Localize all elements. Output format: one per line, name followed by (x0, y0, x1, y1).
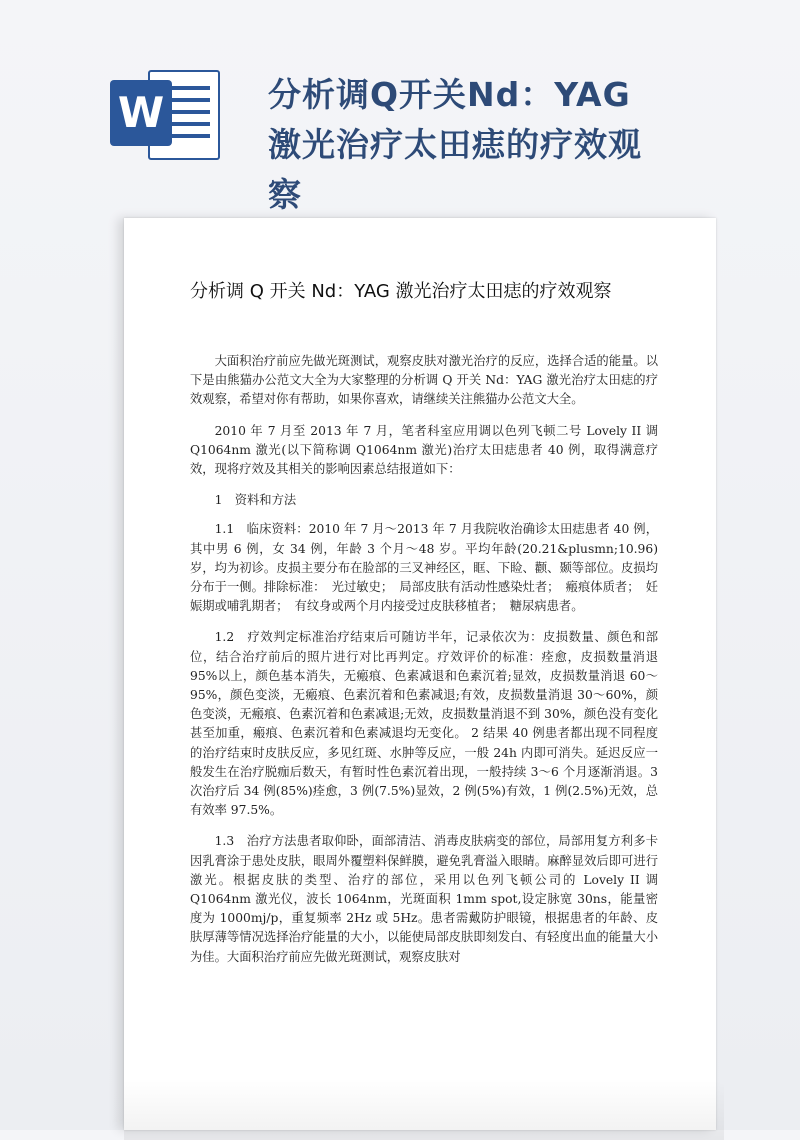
page-title: 分析调 Q 开关 Nd：YAG 激光治疗太田痣的疗效观察 (190, 281, 612, 302)
word-logo-letter: W (110, 80, 172, 146)
header-banner (0, 0, 800, 214)
paragraph-intro: 大面积治疗前应先做光斑测试，观察皮肤对激光治疗的反应，选择合适的能量。以下是由熊猫办公范文大全为大家整理的分析调 Q 开关 Nd：YAG 激光治疗太田痣的疗效观察，希望对你有帮助，如果你喜欢，请继续关注熊猫办公范文大全。 (190, 354, 658, 407)
document-page (124, 218, 716, 1130)
paragraph-background: 2010 年 7 月至 2013 年 7 月，笔者科室应用调以色列飞顿二号 Lovely II 调 Q1064nm 激光(以下简称调 Q1064nm 激光)治疗太田痣患者 40 例，取得满意疗效，现将疗效及其相关的影响因素总结报道如下： (190, 423, 658, 477)
paragraph-efficacy-criteria: 1.2 疗效判定标准治疗结束后可随访半年，记录依次为：皮损数量、颜色和部位，结合治疗前后的照片进行对比再判定。疗效评价的标准：痊愈，皮损数量消退 95%以上，颜色基本消失，无瘢痕、色素减退和色素沉着;显效，皮损数量消退 60～95%，颜色变淡，无瘢痕、色素沉着和色素减退;有效，皮损数量消退 30～60%，颜色变淡，无瘢痕、色素沉着和色素减退;无效，皮损数量消退不到 30%，颜色没有变化甚至加重，瘢痕、色素沉着和色素减退均无变化。 2 结果 40 例患者都出现不同程度的治疗结束时皮肤反应，多见红斑、水肿等反应，一般 24h 内即可消失。延迟反应一般发生在治疗脱痂后数天，有暂时性色素沉着出现，一般持续 3～6 个月逐渐消退。3 次治疗后 34 例(85%)痊愈，3 例(7.5%)显效，2 例(5%)有效，1 例(2.5%)无效，总有效率 97.5%。 (190, 630, 658, 818)
section-heading: 1 资料和方法 (214, 493, 297, 508)
word-document-icon (110, 62, 220, 162)
document-body (190, 352, 658, 979)
paragraph-treatment-method: 1.3 治疗方法患者取仰卧，面部清洁、消毒皮肤病变的部位，局部用复方利多卡因乳膏涂于患处皮肤，眼周外覆塑料保鲜膜，避免乳膏溢入眼睛。麻醉显效后即可进行激光。根据皮肤的类型、治疗的部位，采用以色列飞顿公司的 Lovely II 调 Q1064nm 激光仪，波长 1064nm，光斑面积 1mm spot,设定脉宽 30ns，能量密度为 1000mj/p，重复频率 2Hz 或 5Hz。患者需戴防护眼镜，根据患者的年龄、皮肤厚薄等情况选择治疗能量的大小，以能使局部皮肤即刻发白、有轻度出血的能量大小为佳。大面积治疗前应先做光斑测试，观察皮肤对 (190, 834, 658, 964)
document-title: 分析调Q开关Nd：YAG激光治疗太田痣的疗效观察 (268, 75, 642, 214)
paragraph-clinical-data: 1.1 临床资料：2010 年 7 月～2013 年 7 月我院收治确诊太田痣患者 40 例，其中男 6 例，女 34 例，年龄 3 个月～48 岁。平均年龄(20.21&plusmn;10.96)岁，均为初诊。皮损主要分布在脸部的三叉神经区，眶、下睑、颧、颞等部位。皮损均分布于一侧。排除标准： 光过敏史； 局部皮肤有活动性感染灶者； 瘢痕体质者； 妊娠期或哺乳期者； 有纹身或两个月内接受过皮肤移植者； 糖尿病患者。 (190, 522, 658, 614)
